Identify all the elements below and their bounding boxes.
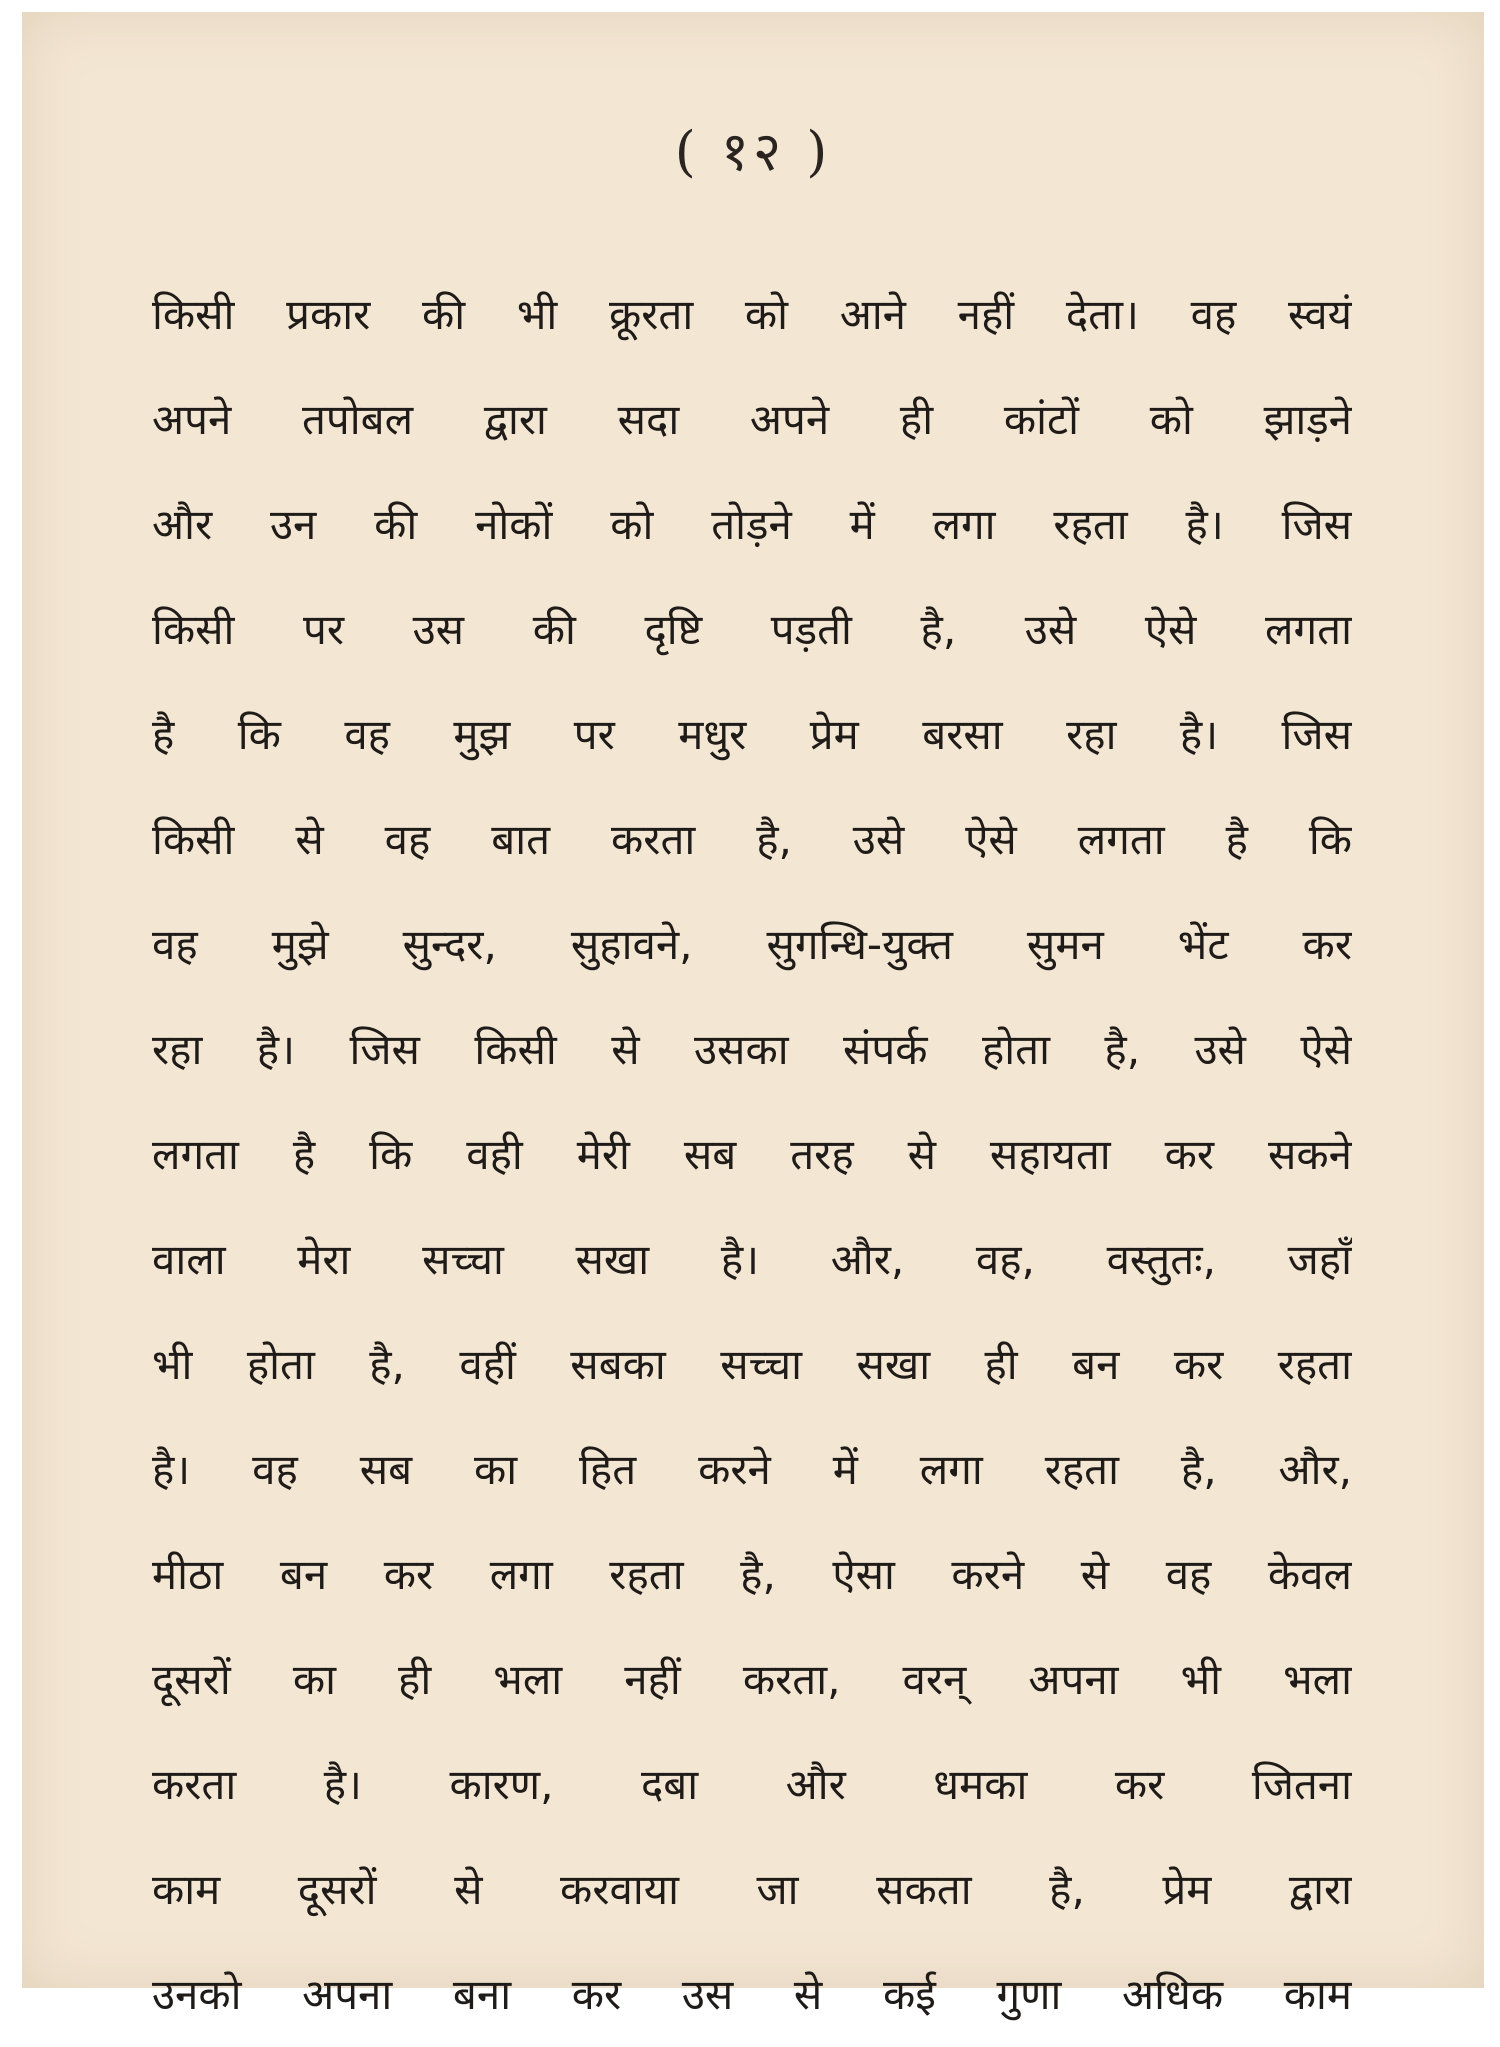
text-line-8: रहा है। जिस किसी से उसका संपर्क होता है, उसे ऐसे <box>152 1025 1352 1074</box>
text-line-5: है कि वह मुझ पर मधुर प्रेम बरसा रहा है। जिस <box>152 710 1352 759</box>
text-line-13: मीठा बन कर लगा रहता है, ऐसा करने से वह केवल <box>152 1550 1352 1599</box>
text-line-3: और उन की नोकों को तोड़ने में लगा रहता है। जिस <box>152 500 1352 549</box>
text-line-12: है। वह सब का हित करने में लगा रहता है, और, <box>152 1445 1352 1494</box>
text-line-7: वह मुझे सुन्दर, सुहावने, सुगन्धि-युक्त सुमन भेंट कर <box>152 920 1352 969</box>
page-number: ( १२ ) <box>674 120 832 183</box>
body-text <box>152 262 1352 2047</box>
text-line-15: करता है। कारण, दबा और धमका कर जितना <box>152 1760 1352 1809</box>
book-page <box>22 12 1484 2019</box>
text-line-2: अपने तपोबल द्वारा सदा अपने ही कांटों को झाड़ने <box>152 395 1352 444</box>
text-line-9: लगता है कि वही मेरी सब तरह से सहायता कर सकने <box>152 1130 1352 1179</box>
text-line-17: उनको अपना बना कर उस से कई गुणा अधिक काम <box>152 1970 1352 2019</box>
text-line-6: किसी से वह बात करता है, उसे ऐसे लगता है कि <box>152 815 1352 864</box>
text-line-16: काम दूसरों से करवाया जा सकता है, प्रेम द्वारा <box>152 1865 1352 1914</box>
text-line-10: वाला मेरा सच्चा सखा है। और, वह, वस्तुतः, जहाँ <box>152 1235 1352 1284</box>
text-line-14: दूसरों का ही भला नहीं करता, वरन् अपना भी भला <box>152 1655 1352 1704</box>
text-line-4: किसी पर उस की दृष्टि पड़ती है, उसे ऐसे लगता <box>152 605 1352 654</box>
text-line-1: किसी प्रकार की भी क्रूरता को आने नहीं देता। वह स्वयं <box>152 290 1352 339</box>
text-line-11: भी होता है, वहीं सबका सच्चा सखा ही बन कर रहता <box>152 1340 1352 1389</box>
